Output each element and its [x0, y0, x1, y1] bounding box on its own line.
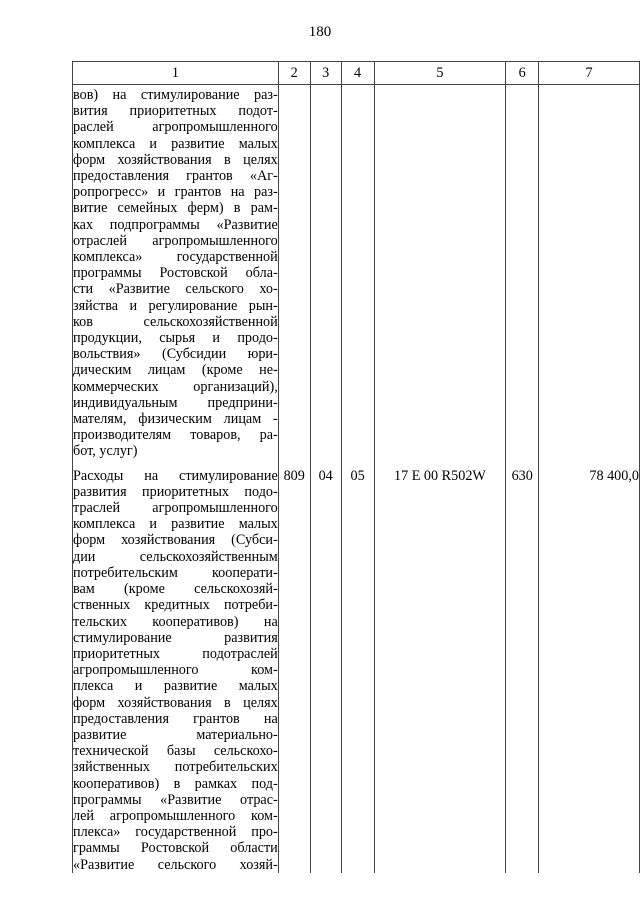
description-line: потребительским кооперати-	[73, 564, 278, 581]
description-line: вольствия» (Субсидии юри-	[73, 346, 278, 363]
cell-target-article-code: 17 Е 00 R502W	[374, 468, 506, 873]
column-header-5: 5	[374, 62, 506, 85]
description-line: отраслей агропромышленного	[73, 232, 278, 249]
description-line: предоставления грантов на	[73, 710, 278, 727]
table-row	[73, 468, 640, 873]
description-line: агропромышленного ком-	[73, 662, 278, 679]
description-line: программы «Развитие отрас-	[73, 791, 278, 808]
description-line: технической базы сельскохо-	[73, 743, 278, 760]
column-header-7: 7	[539, 62, 640, 85]
cell-section-code	[310, 85, 341, 468]
description-line: сти «Развитие сельского хо-	[73, 281, 278, 298]
description-line: витие семейных ферм) в рам-	[73, 200, 278, 217]
description-line: лей агропромышленного ком-	[73, 807, 278, 824]
description-line: граммы Ростовской области	[73, 840, 278, 857]
description-line: комплекса» государственной	[73, 249, 278, 266]
cell-expense-type-code	[506, 85, 539, 468]
cell-ministry-code: 809	[278, 468, 310, 873]
cell-expense-type-code: 630	[506, 468, 539, 873]
description-line: ков сельскохозяйственной	[73, 313, 278, 330]
description-line: плекса» государственной про-	[73, 824, 278, 841]
description-line: зяйственных потребительских	[73, 759, 278, 776]
description-line: развитие материально-	[73, 726, 278, 743]
description-line: вития приоритетных подот-	[73, 103, 278, 120]
description-line: коммерческих организаций),	[73, 378, 278, 395]
description-line: зяйства и регулирование рын-	[73, 297, 278, 314]
description-line: индивидуальным предприни-	[73, 394, 278, 411]
description-line: производителям товаров, ра-	[73, 427, 278, 444]
row-description	[73, 468, 279, 873]
column-header-2: 2	[278, 62, 310, 85]
description-line: ках подпрограммы «Развитие	[73, 216, 278, 233]
cell-subsection-code: 05	[341, 468, 374, 873]
description-line: продукции, сырья и продо-	[73, 330, 278, 347]
description-line: Расходы на стимулирование	[73, 467, 278, 484]
table-row	[73, 85, 640, 468]
description-line: комплекса и развитие малых	[73, 135, 278, 152]
cell-amount	[539, 85, 640, 468]
description-line: стимулирование развития	[73, 629, 278, 646]
description-line: развития приоритетных подо-	[73, 483, 278, 500]
header-row	[73, 62, 640, 85]
column-header-3: 3	[310, 62, 341, 85]
description-line: плекса и развитие малых	[73, 678, 278, 695]
cell-target-article-code	[374, 85, 506, 468]
column-header-4: 4	[341, 62, 374, 85]
description-line: раслей агропромышленного	[73, 119, 278, 136]
description-line: приоритетных подотраслей	[73, 645, 278, 662]
description-line: ственных кредитных потреби-	[73, 597, 278, 614]
description-line: траслей агропромышленного	[73, 500, 278, 517]
description-line: предоставления грантов «Аг-	[73, 168, 278, 185]
column-header-6: 6	[506, 62, 539, 85]
page-number: 180	[308, 24, 332, 40]
description-line: форм хозяйствования в целях	[73, 694, 278, 711]
cell-amount: 78 400,0	[539, 468, 640, 873]
description-line: бот, услуг)	[73, 443, 138, 460]
description-line: дии сельскохозяйственным	[73, 548, 278, 565]
column-header-1: 1	[73, 62, 279, 85]
row-description	[73, 85, 279, 468]
description-line: «Развитие сельского хозяй-	[73, 856, 278, 873]
description-line: ропрогресс» и грантов на раз-	[73, 184, 278, 201]
description-line: тельских кооперативов) на	[73, 613, 278, 630]
cell-section-code: 04	[310, 468, 341, 873]
description-line: мателям, физическим лицам -	[73, 411, 278, 428]
description-line: форм хозяйствования (Субси-	[73, 532, 278, 549]
cell-ministry-code	[278, 85, 310, 468]
budget-table	[72, 61, 640, 873]
description-line: комплекса и развитие малых	[73, 516, 278, 533]
description-line: вов) на стимулирование раз-	[73, 87, 278, 103]
description-line: вам (кроме сельскохозяй-	[73, 581, 278, 598]
description-line: программы Ростовской обла-	[73, 265, 278, 282]
description-line: дическим лицам (кроме не-	[73, 362, 278, 379]
cell-subsection-code	[341, 85, 374, 468]
description-line: кооперативов) в рамках под-	[73, 775, 278, 792]
description-line: форм хозяйствования в целях	[73, 151, 278, 168]
